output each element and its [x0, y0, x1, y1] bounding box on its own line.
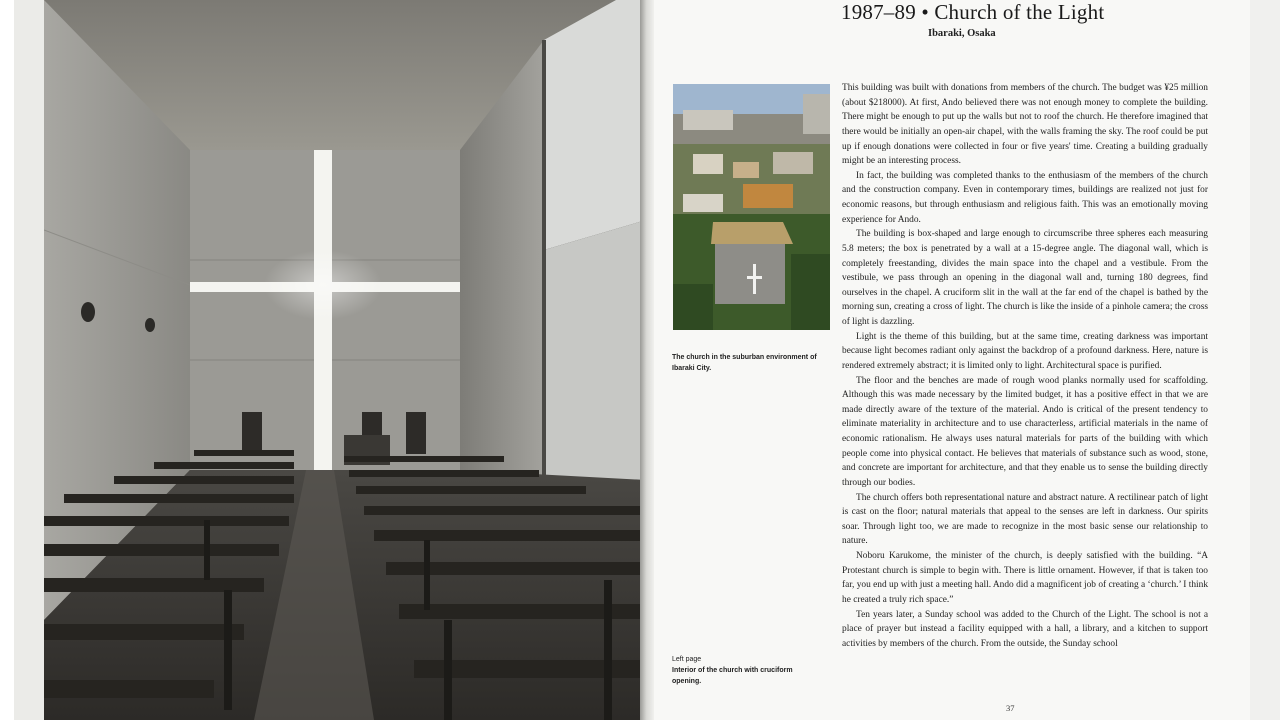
page-title: 1987–89 • Church of the Light [841, 0, 1105, 24]
article-body [842, 81, 1208, 651]
page-edge-right [1250, 0, 1280, 720]
church-exterior-photo [673, 84, 830, 330]
body-paragraph: The floor and the benches are made of rough wood planks normally used for scaffolding. Although this was made necessary by the limited budget, it has a positive effect in that we are made directly aware of the texture of the material. Ando is critical of the present tendency to eliminate materiality in architecture and to use characterless, artificial materials in the name of economic rationalism. He always uses natural materials for parts of the building with which people come into physical contact. He believes that materials of substance such as wood, stone, and concrete are important for architecture, and that they enable us to sense the building directly through our bodies. [842, 375, 1208, 488]
body-paragraph: In fact, the building was completed thanks to the enthusiasm of the members of the church and the construction company. Even in contemporary times, buildings are realized not just for economic reasons, but through enthusiasm and religious faith. This was an emotionally moving experience for Ando. [842, 170, 1208, 225]
church-interior-photo [44, 0, 646, 720]
body-paragraph: The building is box-shaped and large enough to circumscribe three spheres each measuring 5.8 meters; the box is penetrated by a wall at a 15-degree angle. The diagonal wall, which is completely freestanding, divides the main space into the chapel and a vestibule. From the vestibule, we pass through an opening in the diagonal wall and, turning 180 degrees, find ourselves in the chapel. A cruciform slit in the wall at the far end of the chapel is bathed by the morning sun, creating a cross of light. The church is like the inside of a pinhole camera; the cross of light is dazzling. [842, 229, 1208, 327]
page-number: 37 [1006, 703, 1015, 713]
left-page [14, 0, 646, 720]
body-paragraph: Ten years later, a Sunday school was added to the Church of the Light. The school is not a place of prayer but instead a facility equipped with a hall, a library, and a kitchen to support activities by members of the church. From the outside, the Sunday school [842, 609, 1208, 649]
right-page [654, 0, 1250, 720]
body-paragraph: The church offers both representational nature and abstract nature. A rectilinear patch of light is cast on the floor; natural materials that appeal to the senses are left in darkness. Our spirits soar. Through light too, we are made to recognize in the most basic sense our relationship to nature. [842, 492, 1208, 547]
photo-caption-suburban: The church in the suburban environment of Ibaraki City. [672, 354, 817, 372]
page-edge-left [0, 0, 14, 720]
caption-label: Left page [672, 656, 702, 663]
body-paragraph: This building was built with donations from members of the church. The budget was ¥25 million (about $218000). At first, Ando believed there was not enough money to complete the building. There might be enough to put up the walls but not to roof the church. He therefore imagined that there would be initially an open-air chapel, with the walls framing the sky. The roof could be put up if enough donations were collected in four or five years' time. Creating a building gradually might be an interesting process. [842, 83, 1208, 167]
body-paragraph: Light is the theme of this building, but at the same time, creating darkness was important because light becomes radiant only against the backdrop of a profound darkness. Here, nature is rendered extremely abstract; it is limited only to light. Architectural space is purified. [842, 331, 1208, 371]
body-paragraph: Noboru Karukome, the minister of the church, is deeply satisfied with the building. “A Protestant church is simple to begin with. There is little ornament. However, if that is taken too far, you end up with just a meeting hall. Ando did a magnificent job of creating a ‘church.’ I think he created a truly rich space.” [842, 551, 1209, 605]
page-subtitle-location: Ibaraki, Osaka [928, 28, 996, 39]
caption-text: Interior of the church with cruciform opening. [672, 667, 793, 685]
photo-caption-left-page [672, 654, 822, 687]
